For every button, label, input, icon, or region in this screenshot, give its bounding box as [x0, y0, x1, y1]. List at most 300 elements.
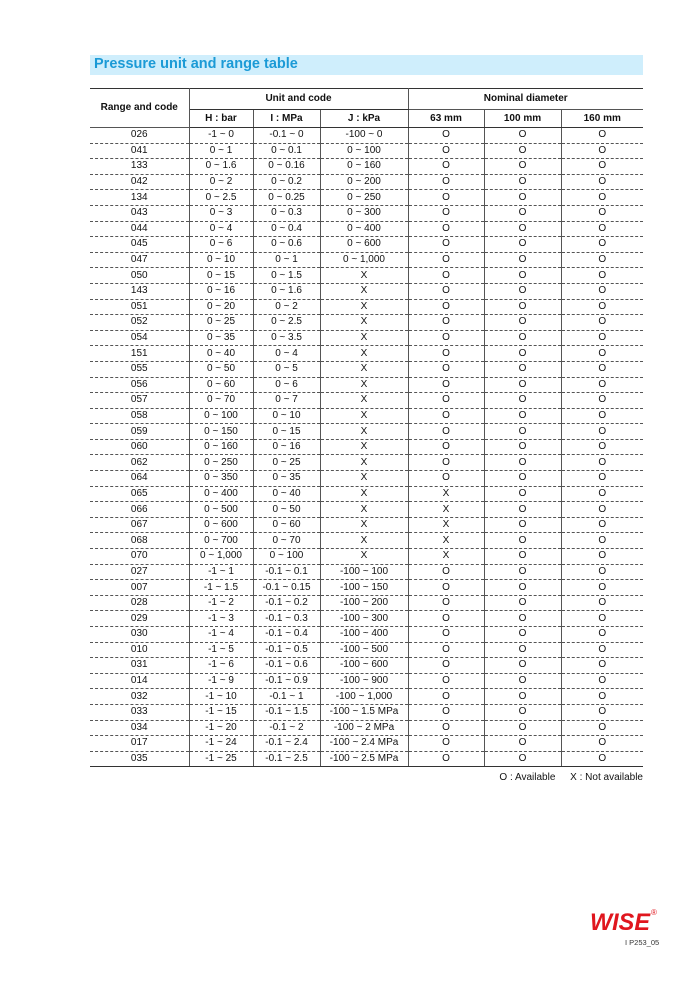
- cell-j-kpa: X: [320, 517, 408, 533]
- cell-h-bar: 0 ~ 1: [189, 143, 253, 159]
- table-row: [90, 658, 643, 674]
- cell-j-kpa: -100 ~ 0: [320, 128, 408, 144]
- cell-dia-160mm: O: [561, 315, 643, 331]
- cell-dia-63mm: O: [408, 736, 484, 752]
- cell-h-bar: -1 ~ 1: [189, 564, 253, 580]
- cell-i-mpa: 0 ~ 0.16: [253, 159, 320, 175]
- cell-j-kpa: X: [320, 424, 408, 440]
- cell-j-kpa: X: [320, 330, 408, 346]
- cell-dia-100mm: O: [484, 128, 561, 144]
- cell-dia-100mm: O: [484, 143, 561, 159]
- cell-range-code: 054: [90, 330, 189, 346]
- cell-dia-63mm: X: [408, 502, 484, 518]
- cell-dia-160mm: O: [561, 549, 643, 565]
- header-range-code: Range and code: [90, 89, 189, 128]
- cell-j-kpa: -100 ~ 150: [320, 580, 408, 596]
- cell-i-mpa: 0 ~ 50: [253, 502, 320, 518]
- cell-dia-100mm: O: [484, 315, 561, 331]
- cell-dia-160mm: O: [561, 393, 643, 409]
- cell-j-kpa: X: [320, 299, 408, 315]
- header-i-mpa: I : MPa: [253, 110, 320, 128]
- cell-dia-160mm: O: [561, 268, 643, 284]
- cell-i-mpa: 0 ~ 0.4: [253, 221, 320, 237]
- cell-dia-63mm: O: [408, 564, 484, 580]
- table-row: [90, 751, 643, 767]
- cell-h-bar: -1 ~ 1.5: [189, 580, 253, 596]
- table-row: [90, 564, 643, 580]
- cell-dia-100mm: O: [484, 580, 561, 596]
- cell-dia-100mm: O: [484, 673, 561, 689]
- cell-i-mpa: -0.1 ~ 2: [253, 720, 320, 736]
- cell-i-mpa: 0 ~ 5: [253, 361, 320, 377]
- cell-range-code: 041: [90, 143, 189, 159]
- cell-j-kpa: X: [320, 283, 408, 299]
- cell-j-kpa: -100 ~ 2.5 MPa: [320, 751, 408, 767]
- cell-dia-100mm: O: [484, 517, 561, 533]
- cell-i-mpa: 0 ~ 10: [253, 408, 320, 424]
- cell-i-mpa: 0 ~ 25: [253, 455, 320, 471]
- cell-i-mpa: 0 ~ 0.1: [253, 143, 320, 159]
- cell-dia-100mm: O: [484, 361, 561, 377]
- cell-i-mpa: 0 ~ 15: [253, 424, 320, 440]
- cell-j-kpa: -100 ~ 300: [320, 611, 408, 627]
- cell-range-code: 055: [90, 361, 189, 377]
- cell-range-code: 057: [90, 393, 189, 409]
- table-row: [90, 315, 643, 331]
- cell-h-bar: -1 ~ 24: [189, 736, 253, 752]
- cell-j-kpa: -100 ~ 2 MPa: [320, 720, 408, 736]
- cell-dia-160mm: O: [561, 190, 643, 206]
- cell-range-code: 066: [90, 502, 189, 518]
- legend-not-available: X : Not available: [570, 772, 643, 783]
- cell-dia-160mm: O: [561, 205, 643, 221]
- cell-i-mpa: -0.1 ~ 0.15: [253, 580, 320, 596]
- cell-h-bar: -1 ~ 5: [189, 642, 253, 658]
- cell-i-mpa: 0 ~ 0.25: [253, 190, 320, 206]
- cell-h-bar: -1 ~ 10: [189, 689, 253, 705]
- cell-i-mpa: 0 ~ 4: [253, 346, 320, 362]
- cell-h-bar: -1 ~ 2: [189, 595, 253, 611]
- cell-dia-160mm: O: [561, 517, 643, 533]
- cell-dia-63mm: O: [408, 439, 484, 455]
- table-row: [90, 252, 643, 268]
- cell-i-mpa: 0 ~ 60: [253, 517, 320, 533]
- cell-range-code: 032: [90, 689, 189, 705]
- cell-dia-100mm: O: [484, 268, 561, 284]
- cell-dia-100mm: O: [484, 658, 561, 674]
- table-row: [90, 611, 643, 627]
- cell-h-bar: 0 ~ 600: [189, 517, 253, 533]
- cell-dia-63mm: O: [408, 658, 484, 674]
- cell-j-kpa: -100 ~ 400: [320, 627, 408, 643]
- cell-dia-63mm: O: [408, 471, 484, 487]
- cell-range-code: 143: [90, 283, 189, 299]
- cell-dia-63mm: O: [408, 377, 484, 393]
- cell-dia-63mm: X: [408, 517, 484, 533]
- cell-dia-63mm: O: [408, 751, 484, 767]
- table-row: [90, 642, 643, 658]
- cell-i-mpa: 0 ~ 0.2: [253, 174, 320, 190]
- cell-dia-160mm: O: [561, 330, 643, 346]
- cell-dia-63mm: O: [408, 627, 484, 643]
- cell-dia-160mm: O: [561, 143, 643, 159]
- cell-dia-100mm: O: [484, 533, 561, 549]
- cell-h-bar: 0 ~ 2: [189, 174, 253, 190]
- cell-dia-63mm: O: [408, 330, 484, 346]
- cell-dia-100mm: O: [484, 642, 561, 658]
- cell-dia-160mm: O: [561, 159, 643, 175]
- cell-range-code: 134: [90, 190, 189, 206]
- table-row: [90, 549, 643, 565]
- cell-dia-160mm: O: [561, 377, 643, 393]
- cell-range-code: 028: [90, 595, 189, 611]
- cell-h-bar: 0 ~ 50: [189, 361, 253, 377]
- cell-i-mpa: 0 ~ 2: [253, 299, 320, 315]
- cell-h-bar: -1 ~ 4: [189, 627, 253, 643]
- cell-dia-63mm: O: [408, 673, 484, 689]
- cell-range-code: 059: [90, 424, 189, 440]
- cell-dia-160mm: O: [561, 611, 643, 627]
- cell-dia-160mm: O: [561, 471, 643, 487]
- wise-logo: [588, 906, 660, 941]
- table-row: [90, 361, 643, 377]
- cell-range-code: 045: [90, 237, 189, 253]
- cell-j-kpa: -100 ~ 100: [320, 564, 408, 580]
- cell-j-kpa: -100 ~ 1.5 MPa: [320, 704, 408, 720]
- table-row: [90, 533, 643, 549]
- cell-dia-100mm: O: [484, 736, 561, 752]
- cell-dia-160mm: O: [561, 704, 643, 720]
- cell-i-mpa: 0 ~ 1.6: [253, 283, 320, 299]
- cell-j-kpa: -100 ~ 1,000: [320, 689, 408, 705]
- table-row: [90, 128, 643, 144]
- header-j-kpa: J : kPa: [320, 110, 408, 128]
- cell-h-bar: 0 ~ 100: [189, 408, 253, 424]
- cell-h-bar: -1 ~ 0: [189, 128, 253, 144]
- cell-range-code: 067: [90, 517, 189, 533]
- cell-dia-63mm: O: [408, 580, 484, 596]
- cell-dia-100mm: O: [484, 346, 561, 362]
- cell-range-code: 026: [90, 128, 189, 144]
- cell-dia-63mm: O: [408, 720, 484, 736]
- cell-range-code: 151: [90, 346, 189, 362]
- cell-j-kpa: X: [320, 439, 408, 455]
- cell-range-code: 133: [90, 159, 189, 175]
- cell-range-code: 065: [90, 486, 189, 502]
- cell-dia-100mm: O: [484, 283, 561, 299]
- cell-h-bar: 0 ~ 20: [189, 299, 253, 315]
- cell-dia-100mm: O: [484, 174, 561, 190]
- cell-i-mpa: -0.1 ~ 0.1: [253, 564, 320, 580]
- cell-j-kpa: -100 ~ 600: [320, 658, 408, 674]
- cell-dia-100mm: O: [484, 751, 561, 767]
- table-row: [90, 439, 643, 455]
- cell-dia-63mm: O: [408, 361, 484, 377]
- cell-dia-100mm: O: [484, 377, 561, 393]
- cell-j-kpa: X: [320, 377, 408, 393]
- cell-range-code: 068: [90, 533, 189, 549]
- cell-i-mpa: 0 ~ 100: [253, 549, 320, 565]
- cell-range-code: 030: [90, 627, 189, 643]
- cell-i-mpa: -0.1 ~ 0.9: [253, 673, 320, 689]
- cell-dia-160mm: O: [561, 174, 643, 190]
- header-unit-code: Unit and code: [189, 89, 408, 110]
- cell-dia-63mm: O: [408, 393, 484, 409]
- cell-i-mpa: -0.1 ~ 0.2: [253, 595, 320, 611]
- cell-h-bar: 0 ~ 35: [189, 330, 253, 346]
- table-row: [90, 736, 643, 752]
- cell-i-mpa: -0.1 ~ 0.5: [253, 642, 320, 658]
- cell-dia-160mm: O: [561, 486, 643, 502]
- cell-h-bar: 0 ~ 250: [189, 455, 253, 471]
- cell-dia-160mm: O: [561, 533, 643, 549]
- cell-dia-100mm: O: [484, 720, 561, 736]
- cell-dia-100mm: O: [484, 408, 561, 424]
- cell-dia-100mm: O: [484, 299, 561, 315]
- cell-dia-160mm: O: [561, 361, 643, 377]
- cell-h-bar: 0 ~ 10: [189, 252, 253, 268]
- cell-dia-100mm: O: [484, 439, 561, 455]
- cell-i-mpa: -0.1 ~ 2.5: [253, 751, 320, 767]
- cell-j-kpa: 0 ~ 600: [320, 237, 408, 253]
- table-row: [90, 330, 643, 346]
- table-row: [90, 486, 643, 502]
- cell-dia-63mm: O: [408, 237, 484, 253]
- cell-j-kpa: X: [320, 502, 408, 518]
- cell-j-kpa: X: [320, 393, 408, 409]
- cell-dia-63mm: O: [408, 455, 484, 471]
- header-63mm: 63 mm: [408, 110, 484, 128]
- table-row: [90, 471, 643, 487]
- cell-dia-160mm: O: [561, 346, 643, 362]
- cell-i-mpa: 0 ~ 6: [253, 377, 320, 393]
- cell-h-bar: 0 ~ 150: [189, 424, 253, 440]
- cell-j-kpa: X: [320, 471, 408, 487]
- cell-i-mpa: 0 ~ 16: [253, 439, 320, 455]
- table-row: [90, 221, 643, 237]
- table-row: [90, 174, 643, 190]
- cell-range-code: 064: [90, 471, 189, 487]
- cell-dia-63mm: O: [408, 642, 484, 658]
- cell-i-mpa: 0 ~ 70: [253, 533, 320, 549]
- cell-i-mpa: -0.1 ~ 1: [253, 689, 320, 705]
- cell-range-code: 044: [90, 221, 189, 237]
- cell-i-mpa: 0 ~ 40: [253, 486, 320, 502]
- cell-range-code: 042: [90, 174, 189, 190]
- cell-range-code: 033: [90, 704, 189, 720]
- cell-range-code: 058: [90, 408, 189, 424]
- cell-range-code: 010: [90, 642, 189, 658]
- cell-h-bar: 0 ~ 25: [189, 315, 253, 331]
- cell-i-mpa: 0 ~ 35: [253, 471, 320, 487]
- table-row: [90, 268, 643, 284]
- cell-j-kpa: 0 ~ 1,000: [320, 252, 408, 268]
- cell-dia-160mm: O: [561, 689, 643, 705]
- cell-range-code: 070: [90, 549, 189, 565]
- cell-dia-160mm: O: [561, 283, 643, 299]
- cell-i-mpa: 0 ~ 7: [253, 393, 320, 409]
- cell-j-kpa: X: [320, 455, 408, 471]
- cell-range-code: 035: [90, 751, 189, 767]
- table-row: [90, 580, 643, 596]
- cell-dia-160mm: O: [561, 658, 643, 674]
- cell-dia-160mm: O: [561, 595, 643, 611]
- table-row: [90, 517, 643, 533]
- cell-dia-63mm: O: [408, 159, 484, 175]
- table-row: [90, 190, 643, 206]
- page-number: I P253_05: [625, 938, 660, 947]
- section-title: Pressure unit and range table: [94, 56, 298, 72]
- cell-dia-100mm: O: [484, 237, 561, 253]
- cell-dia-63mm: O: [408, 595, 484, 611]
- cell-dia-63mm: O: [408, 346, 484, 362]
- cell-dia-63mm: O: [408, 611, 484, 627]
- table-row: [90, 408, 643, 424]
- cell-dia-63mm: O: [408, 299, 484, 315]
- cell-dia-160mm: O: [561, 627, 643, 643]
- cell-range-code: 034: [90, 720, 189, 736]
- section-title-band: [90, 55, 643, 75]
- cell-h-bar: 0 ~ 60: [189, 377, 253, 393]
- table-row: [90, 689, 643, 705]
- cell-dia-160mm: O: [561, 455, 643, 471]
- cell-h-bar: 0 ~ 350: [189, 471, 253, 487]
- cell-j-kpa: 0 ~ 200: [320, 174, 408, 190]
- cell-dia-100mm: O: [484, 595, 561, 611]
- header-160mm: 160 mm: [561, 110, 643, 128]
- cell-dia-160mm: O: [561, 580, 643, 596]
- cell-dia-63mm: O: [408, 221, 484, 237]
- cell-i-mpa: 0 ~ 2.5: [253, 315, 320, 331]
- cell-h-bar: 0 ~ 1.6: [189, 159, 253, 175]
- cell-j-kpa: X: [320, 408, 408, 424]
- cell-dia-100mm: O: [484, 502, 561, 518]
- cell-range-code: 047: [90, 252, 189, 268]
- pressure-range-table: [90, 88, 643, 767]
- table-row: [90, 627, 643, 643]
- table-row: [90, 424, 643, 440]
- cell-dia-160mm: O: [561, 502, 643, 518]
- cell-h-bar: -1 ~ 9: [189, 673, 253, 689]
- cell-h-bar: -1 ~ 6: [189, 658, 253, 674]
- cell-dia-100mm: O: [484, 330, 561, 346]
- cell-dia-100mm: O: [484, 471, 561, 487]
- cell-dia-63mm: O: [408, 190, 484, 206]
- cell-j-kpa: X: [320, 361, 408, 377]
- cell-i-mpa: -0.1 ~ 0.4: [253, 627, 320, 643]
- cell-dia-160mm: O: [561, 424, 643, 440]
- legend: [499, 772, 643, 783]
- cell-dia-63mm: O: [408, 128, 484, 144]
- header-nominal-diameter: Nominal diameter: [408, 89, 643, 110]
- cell-dia-100mm: O: [484, 486, 561, 502]
- cell-i-mpa: 0 ~ 0.6: [253, 237, 320, 253]
- cell-h-bar: 0 ~ 500: [189, 502, 253, 518]
- cell-dia-160mm: O: [561, 128, 643, 144]
- cell-range-code: 060: [90, 439, 189, 455]
- registered-mark: ®: [651, 908, 657, 917]
- cell-range-code: 017: [90, 736, 189, 752]
- cell-h-bar: 0 ~ 15: [189, 268, 253, 284]
- cell-h-bar: 0 ~ 2.5: [189, 190, 253, 206]
- cell-dia-63mm: O: [408, 205, 484, 221]
- wise-logo-text: WISE: [590, 909, 651, 936]
- table-row: [90, 283, 643, 299]
- cell-h-bar: 0 ~ 16: [189, 283, 253, 299]
- cell-i-mpa: 0 ~ 1.5: [253, 268, 320, 284]
- cell-range-code: 050: [90, 268, 189, 284]
- cell-dia-160mm: O: [561, 673, 643, 689]
- cell-i-mpa: -0.1 ~ 2.4: [253, 736, 320, 752]
- cell-dia-100mm: O: [484, 455, 561, 471]
- cell-h-bar: 0 ~ 40: [189, 346, 253, 362]
- cell-dia-160mm: O: [561, 564, 643, 580]
- cell-dia-100mm: O: [484, 549, 561, 565]
- cell-dia-160mm: O: [561, 252, 643, 268]
- cell-dia-63mm: O: [408, 268, 484, 284]
- table-row: [90, 393, 643, 409]
- cell-dia-100mm: O: [484, 393, 561, 409]
- cell-dia-63mm: O: [408, 283, 484, 299]
- cell-dia-63mm: O: [408, 143, 484, 159]
- cell-h-bar: 0 ~ 1,000: [189, 549, 253, 565]
- cell-j-kpa: 0 ~ 300: [320, 205, 408, 221]
- table-row: [90, 205, 643, 221]
- table-row: [90, 673, 643, 689]
- cell-range-code: 062: [90, 455, 189, 471]
- cell-dia-63mm: X: [408, 486, 484, 502]
- cell-h-bar: 0 ~ 3: [189, 205, 253, 221]
- cell-j-kpa: X: [320, 268, 408, 284]
- cell-dia-100mm: O: [484, 159, 561, 175]
- cell-j-kpa: X: [320, 549, 408, 565]
- table-row: [90, 143, 643, 159]
- cell-j-kpa: X: [320, 315, 408, 331]
- cell-j-kpa: -100 ~ 2.4 MPa: [320, 736, 408, 752]
- cell-dia-160mm: O: [561, 642, 643, 658]
- cell-range-code: 051: [90, 299, 189, 315]
- cell-dia-63mm: O: [408, 424, 484, 440]
- cell-dia-160mm: O: [561, 720, 643, 736]
- cell-range-code: 043: [90, 205, 189, 221]
- header-100mm: 100 mm: [484, 110, 561, 128]
- cell-dia-100mm: O: [484, 689, 561, 705]
- cell-dia-63mm: X: [408, 533, 484, 549]
- cell-h-bar: 0 ~ 700: [189, 533, 253, 549]
- table-row: [90, 299, 643, 315]
- cell-dia-63mm: O: [408, 704, 484, 720]
- cell-range-code: 014: [90, 673, 189, 689]
- cell-i-mpa: -0.1 ~ 0.6: [253, 658, 320, 674]
- cell-range-code: 056: [90, 377, 189, 393]
- cell-j-kpa: X: [320, 346, 408, 362]
- cell-dia-63mm: X: [408, 549, 484, 565]
- cell-dia-160mm: O: [561, 237, 643, 253]
- cell-i-mpa: 0 ~ 3.5: [253, 330, 320, 346]
- cell-j-kpa: -100 ~ 500: [320, 642, 408, 658]
- cell-dia-63mm: O: [408, 408, 484, 424]
- cell-h-bar: -1 ~ 25: [189, 751, 253, 767]
- cell-dia-160mm: O: [561, 221, 643, 237]
- table-row: [90, 502, 643, 518]
- cell-j-kpa: 0 ~ 400: [320, 221, 408, 237]
- cell-i-mpa: 0 ~ 0.3: [253, 205, 320, 221]
- cell-dia-100mm: O: [484, 564, 561, 580]
- cell-range-code: 027: [90, 564, 189, 580]
- cell-dia-63mm: O: [408, 689, 484, 705]
- cell-j-kpa: X: [320, 486, 408, 502]
- cell-h-bar: 0 ~ 70: [189, 393, 253, 409]
